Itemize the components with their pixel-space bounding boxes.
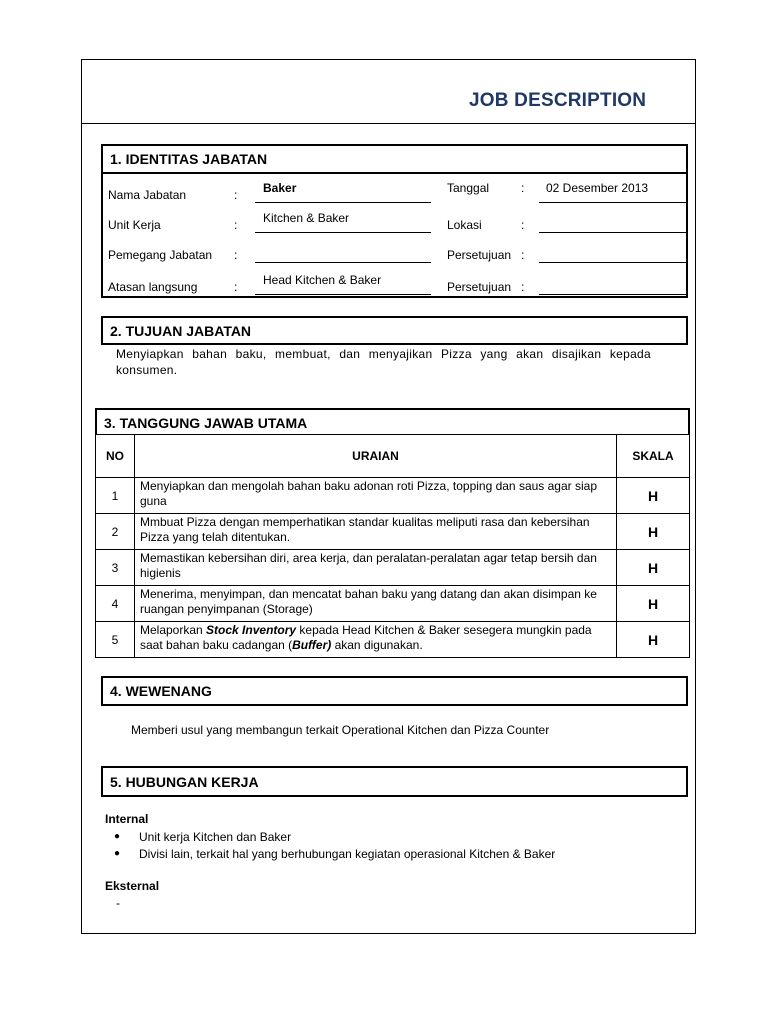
colon: : <box>234 188 238 202</box>
row-scale: H <box>617 586 690 622</box>
row-scale: H <box>617 622 690 658</box>
section-3-heading: 3. TANGGUNG JAWAB UTAMA <box>95 408 690 435</box>
column-header-no: NO <box>96 435 135 478</box>
colon: : <box>521 280 525 294</box>
field-underline <box>539 294 688 295</box>
row-description: Menyiapkan dan mengolah bahan baku adonan roti Pizza, topping dan saus agar siap guna <box>135 478 617 514</box>
desc-text: Melaporkan <box>140 623 207 637</box>
label-lokasi: Lokasi <box>447 218 482 232</box>
list-item <box>116 894 120 911</box>
colon: : <box>521 181 525 195</box>
section-4-heading: 4. WEWENANG <box>101 676 688 706</box>
label-nama-jabatan: Nama Jabatan <box>108 188 187 202</box>
desc-emphasis: Buffer) <box>292 638 332 652</box>
value-nama-jabatan: Baker <box>263 181 297 195</box>
row-scale: H <box>617 514 690 550</box>
field-underline <box>255 294 431 295</box>
row-number: 5 <box>96 622 135 658</box>
field-underline <box>539 262 688 263</box>
label-persetujuan-2: Persetujuan <box>447 280 512 294</box>
section-5-heading: 5. HUBUNGAN KERJA <box>101 766 688 797</box>
table-row <box>96 622 690 658</box>
table-row <box>96 586 690 622</box>
label-tanggal: Tanggal <box>447 181 490 195</box>
desc-text: kepada Head Kitchen & Baker sesegera mungkin pada saat bahan baku cadangan ( <box>140 623 592 652</box>
row-number: 1 <box>96 478 135 514</box>
value-tanggal: 02 Desember 2013 <box>546 181 649 195</box>
colon: : <box>234 218 238 232</box>
row-description: Memastikan kebersihan diri, area kerja, dan peralatan-peralatan agar tetap bersih dan higienis <box>135 550 617 586</box>
bullet-icon: ● <box>114 831 121 842</box>
colon: : <box>234 248 238 262</box>
desc-text: akan digunakan. <box>331 638 423 652</box>
label-persetujuan-1: Persetujuan <box>447 248 512 262</box>
field-underline <box>539 232 688 233</box>
value-atasan-langsung: Head Kitchen & Baker <box>263 273 382 287</box>
row-description: Mmbuat Pizza dengan memperhatikan standar kualitas meliputi rasa dan kebersihan Pizza yang telah ditentukan. <box>135 514 617 550</box>
header-divider <box>81 123 696 124</box>
section-2-heading: 2. TUJUAN JABATAN <box>101 316 688 345</box>
colon: : <box>521 248 525 262</box>
list-item-text: Unit kerja Kitchen dan Baker <box>139 829 292 844</box>
row-number: 4 <box>96 586 135 622</box>
row-number: 2 <box>96 514 135 550</box>
bullet-icon: ● <box>114 848 121 859</box>
row-number: 3 <box>96 550 135 586</box>
external-list <box>116 894 120 911</box>
purpose-text: Menyiapkan bahan baku, membuat, dan menyajikan Pizza yang akan disajikan kepada konsumen. <box>116 347 651 377</box>
desc-emphasis: Stock Inventory <box>206 623 297 637</box>
label-atasan-langsung: Atasan langsung <box>108 280 198 294</box>
column-header-scale: SKALA <box>617 435 690 478</box>
colon: : <box>234 280 238 294</box>
colon: : <box>521 218 525 232</box>
table-header-row <box>96 435 690 478</box>
row-scale: H <box>617 478 690 514</box>
field-underline <box>255 232 431 233</box>
column-header-desc: URAIAN <box>135 435 617 478</box>
list-item-text: Divisi lain, terkait hal yang berhubungan kegiatan operasional Kitchen & Baker <box>139 846 556 861</box>
table-row <box>96 478 690 514</box>
value-unit-kerja: Kitchen & Baker <box>263 211 350 225</box>
responsibilities-table <box>95 434 690 658</box>
list-item <box>114 828 555 845</box>
row-description <box>135 622 617 658</box>
table-row <box>96 550 690 586</box>
section-1-heading: 1. IDENTITAS JABATAN <box>101 144 688 174</box>
list-item <box>114 845 555 862</box>
internal-label: Internal <box>105 812 149 826</box>
authority-text: Memberi usul yang membangun terkait Operational Kitchen dan Pizza Counter <box>131 723 550 737</box>
list-item-text: - <box>116 895 120 910</box>
internal-list <box>114 828 555 862</box>
field-underline <box>539 202 688 203</box>
document-title: JOB DESCRIPTION <box>469 90 647 111</box>
external-label: Eksternal <box>105 879 160 893</box>
table-row <box>96 514 690 550</box>
row-description: Menerima, menyimpan, dan mencatat bahan baku yang datang dan akan disimpan ke ruangan penyimpanan (Storage) <box>135 586 617 622</box>
label-pemegang-jabatan: Pemegang Jabatan <box>108 248 213 262</box>
label-unit-kerja: Unit Kerja <box>108 218 161 232</box>
row-scale: H <box>617 550 690 586</box>
field-underline <box>255 202 431 203</box>
field-underline <box>255 262 431 263</box>
